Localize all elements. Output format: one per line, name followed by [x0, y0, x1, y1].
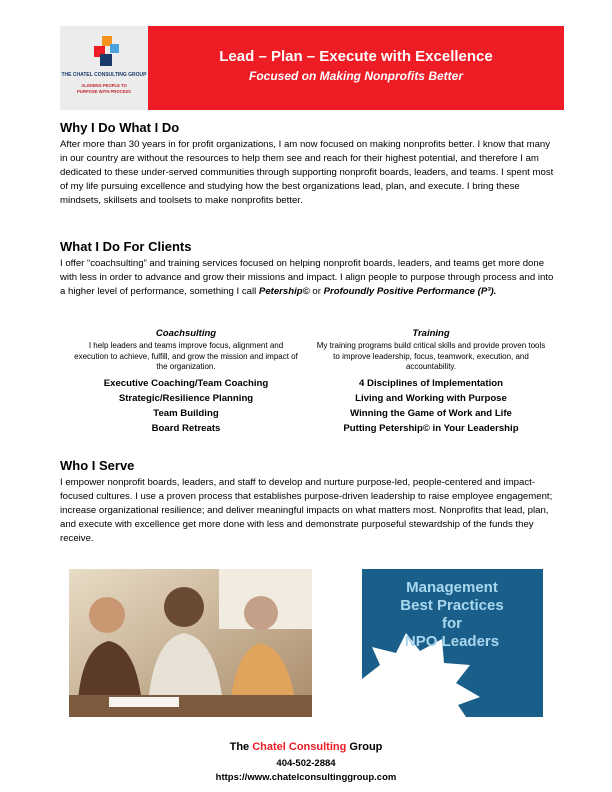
page-title: Lead – Plan – Execute with Excellence: [219, 48, 493, 65]
service-item: Executive Coaching/Team Coaching: [103, 377, 269, 389]
training-heading: Training: [412, 328, 450, 339]
logo-name: THE CHATEL CONSULTING GROUP: [61, 72, 147, 78]
training-column: [316, 328, 546, 436]
training-item: 4 Disciplines of Implementation: [359, 377, 503, 389]
why-heading: Why I Do What I Do: [60, 120, 180, 135]
company-logo: [60, 26, 148, 110]
page-subtitle: Focused on Making Nonprofits Better: [248, 69, 463, 83]
meeting-photo: [69, 569, 312, 717]
why-body: After more than 30 years in for profit organizations, I am now focused on making nonprofits better. I know that many in our country are without the resources to help them see and reach for their highest potential, and therefore I am dedicated to these under-served communities through supporting nonprofit boards, leaders, and teams. I spent most of my life pursuing excellence and studying how the best organizations lead, plan, and execute. I bring these mindsets, skillsets and toolsets to make nonprofits better.: [60, 139, 554, 206]
who-heading: Who I Serve: [60, 458, 135, 473]
service-item: Team Building: [153, 407, 219, 419]
coachsulting-desc: I help leaders and teams improve focus, alignment and execution to achieve, fulfill, and grow the mission and impact of the organization.: [74, 341, 298, 371]
footer-phone: 404-502-2884: [276, 758, 336, 769]
training-item: Putting Petership© in Your Leadership: [343, 422, 519, 434]
coachsulting-heading: Coachsulting: [155, 328, 217, 339]
people-meeting-icon: [69, 569, 312, 717]
what-body: I offer “coachsulting” and training services focused on helping nonprofit boards, leaders, and teams get more done with less in order to advance and grow their missions and impact. I align people to purpose through process and into a higher level of performance, something I call Petership© or Profoundly Positive Performance (P³).: [60, 258, 554, 297]
coachsulting-column: [71, 328, 301, 436]
who-body: I empower nonprofit boards, leaders, and staff to develop and nurture purpose-led, people-centered and impact-focused cultures. I use a proven process that establishes purpose-driven leadership to raise employee engagement; increase organizational resilience; and deliver meaningful impacts on what matters most. Nonprofits that lead, plan, and execute with excellence get more done with less and demonstrate purposeful stewardship of the funds they receive.: [60, 477, 553, 544]
service-item: Strategic/Resilience Planning: [118, 392, 254, 404]
footer-website-link[interactable]: https://www.chatelconsultinggroup.com: [215, 772, 397, 783]
p3-term: Profoundly Positive Performance (P³).: [323, 286, 497, 297]
petership-term: Petership©: [258, 286, 310, 297]
what-heading: What I Do For Clients: [60, 239, 192, 254]
logo-tagline: ALIGNING PEOPLE TO PURPOSE WITH PROCESS: [77, 83, 131, 94]
logo-squares-icon: [88, 34, 122, 68]
header-banner: [148, 26, 564, 110]
training-desc: My training programs build critical skills and provide proven tools to improve leadership, focus, teamwork, execution, and accountability.: [316, 341, 546, 371]
book-title: Management Best Practices for NPO Leaders: [400, 579, 504, 650]
training-item: Living and Working with Purpose: [355, 392, 507, 404]
training-item: Winning the Game of Work and Life: [350, 407, 512, 419]
service-item: Board Retreats: [151, 422, 221, 434]
book-cover: [362, 569, 543, 717]
footer-company: The Chatel Consulting Group: [229, 741, 383, 753]
